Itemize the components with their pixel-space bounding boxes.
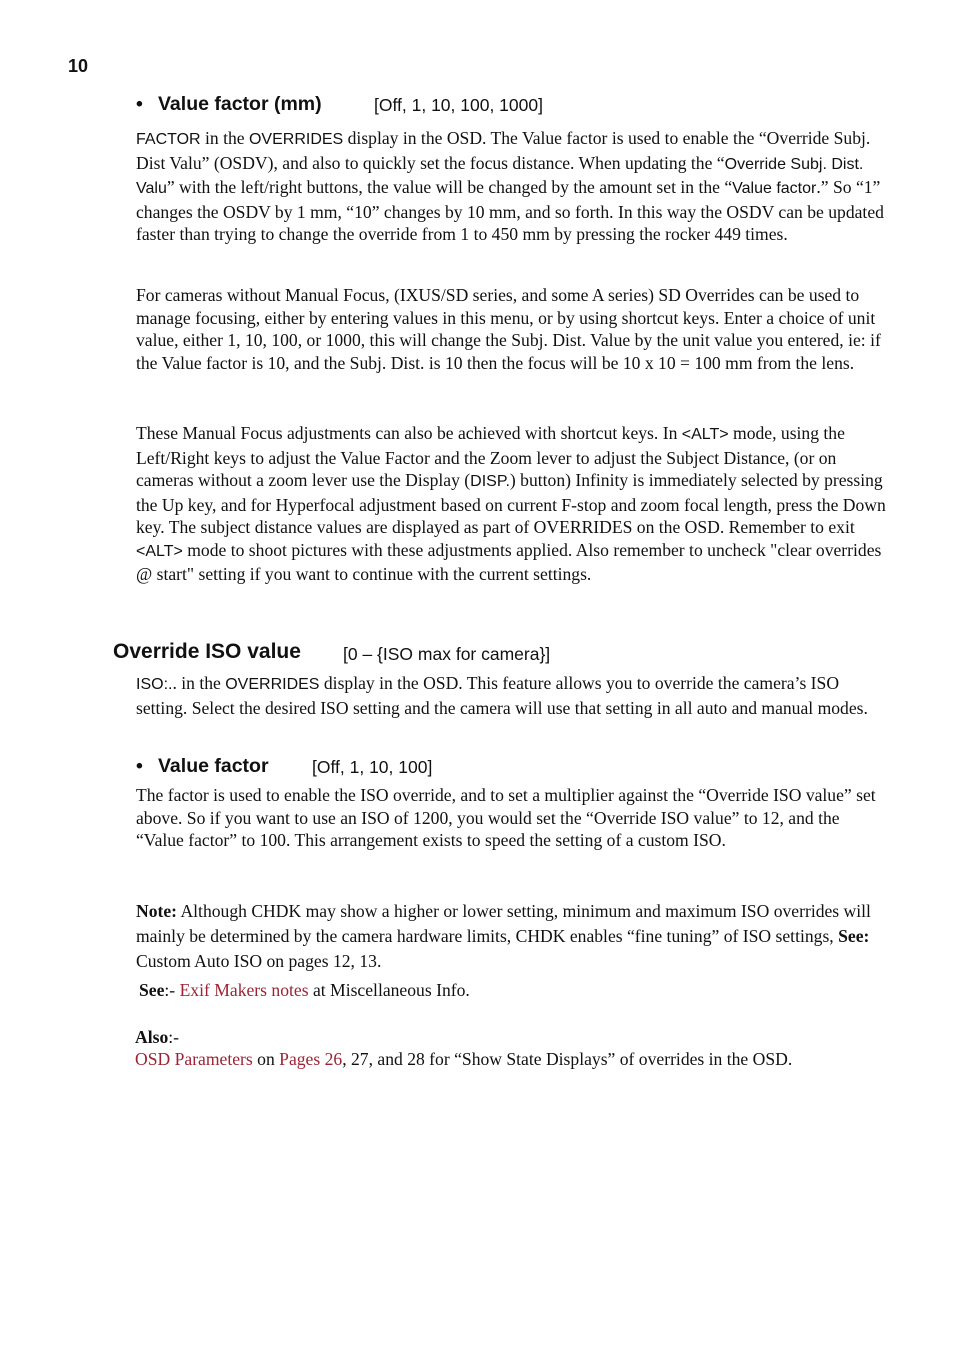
note-label: Note: xyxy=(136,901,178,921)
override-iso-heading: Override ISO value xyxy=(113,640,301,663)
value-factor-mm-range: [Off, 1, 10, 100, 1000] xyxy=(374,95,543,115)
see-label: See: xyxy=(838,926,870,946)
see-line: See:- Exif Makers notes at Miscellaneous Info. xyxy=(139,980,470,1000)
value-factor-iso-range: [Off, 1, 10, 100] xyxy=(312,757,433,777)
value-factor-iso-paragraph: The factor is used to enable the ISO override, and to set a multiplier against the “Override ISO value” set above. So if you want to use an ISO of 1200, you would set the “Override ISO value” to 12, and the “Value factor” to 100. This arrangement exists to speed the setting of a custom ISO. xyxy=(136,785,876,850)
override-iso-range: [0 – {ISO max for camera}] xyxy=(343,644,551,664)
also-label-line: Also:- xyxy=(135,1027,179,1047)
page-number: 10 xyxy=(68,56,89,76)
value-factor-mm-paragraph-3: These Manual Focus adjustments can also be achieved with shortcut keys. In <ALT> mode, using the Left/Right keys to adjust the Value Factor and the Zoom lever to adjust the Subject Distance, (or on cameras without a zoom lever use the Display (DISP.) button) Infinity is immediately selected by pressing the Up key, and for Hyperfocal adjustment based on current F-stop and zoom focal length, press the Down key. The subject distance values are displayed as part of OVERRIDES on the OSD. Remember to exit <ALT> mode to shoot pictures with these adjustments applied. Also remember to uncheck "clear overrides @ start" setting if you want to continue with the current settings. xyxy=(136,423,886,584)
also-line: OSD Parameters on Pages 26, 27, and 28 for “Show State Displays” of overrides in the OSD. xyxy=(135,1049,793,1069)
osd-parameters-link[interactable]: OSD Parameters xyxy=(135,1049,253,1069)
value-factor-mm-paragraph-1: FACTOR in the OVERRIDES display in the OSD. The Value factor is used to enable the “Override Subj. Dist Valu” (OSDV), and also to quickly set the focus distance. When updating the “Override Subj. Dist. Valu” with the left/right buttons, the value will be changed by the amount set in the “Value factor.” So “1” changes the OSDV by 1 mm, “10” changes by 10 mm, and so forth. In this way the OSDV can be updated faster than trying to change the override from 1 to 450 mm by pressing the rocker 449 times. xyxy=(136,128,884,244)
note-paragraph: Note: Although CHDK may show a higher or lower setting, minimum and maximum ISO overrides will mainly be determined by the camera hardware limits, CHDK enables “fine tuning” of ISO settings, See: Custom Auto ISO on pages 12, 13. xyxy=(136,901,871,971)
bullet: • xyxy=(136,93,143,115)
value-factor-mm-heading xyxy=(136,93,322,116)
override-iso-paragraph: ISO:.. in the OVERRIDES display in the OSD. This feature allows you to override the camera’s ISO setting. Select the desired ISO setting and the camera will use that setting in all auto and manual modes. xyxy=(136,673,868,718)
heading-text: Value factor (mm) xyxy=(158,93,322,115)
heading-text: Value factor xyxy=(158,755,269,777)
bullet: • xyxy=(136,755,143,777)
value-factor-mm-paragraph-2: For cameras without Manual Focus, (IXUS/SD series, and some A series) SD Overrides can be used to manage focusing, either by entering values in this menu, or by using shortcut keys. Enter a choice of unit value, either 1, 10, 100, or 1000, this will change the Subj. Dist. Value by the unit value you entered, ie: if the Value factor is 10, and the Subj. Dist. is 10 then the focus will be 10 x 10 = 100 mm from the lens. xyxy=(136,285,881,373)
value-factor-iso-heading xyxy=(136,755,269,778)
pages-26-link[interactable]: Pages 26 xyxy=(279,1049,343,1069)
exif-makers-notes-link[interactable]: Exif Makers notes xyxy=(179,980,309,1000)
